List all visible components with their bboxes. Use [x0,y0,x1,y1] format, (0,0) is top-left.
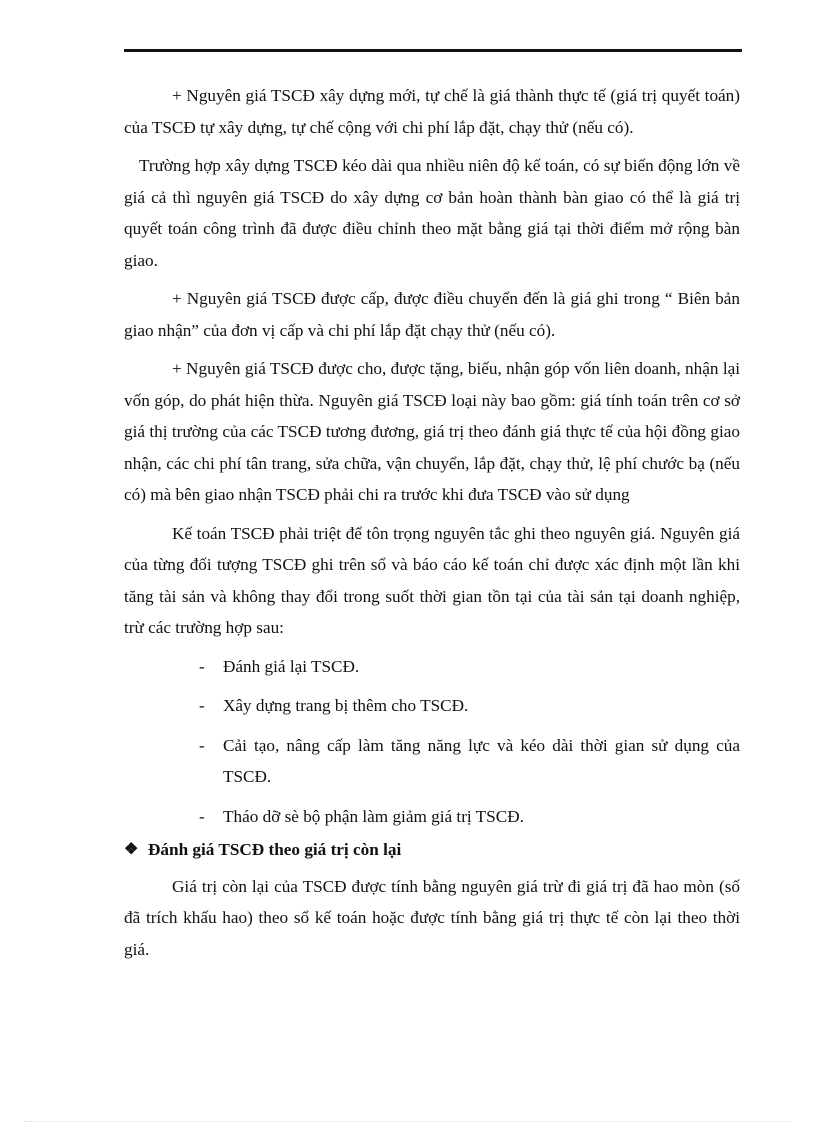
dash-marker: - [199,806,205,826]
section-heading [124,834,740,866]
paragraph-multi-period: Trường hợp xây dựng TSCĐ kéo dài qua nhiều niên độ kế toán, có sự biến động lớn về giá cả thì nguyên giá TSCĐ do xây dựng cơ bản hoàn thành bàn giao có thể là giá trị quyết toán công trình đã được điều chỉnh theo mặt bằng giá tại thời điểm mở rộng bàn giao. [124,156,740,270]
dash-marker: - [199,656,205,676]
list-item-text: Cải tạo, nâng cấp làm tăng năng lực và kéo dài thời gian sử dụng của TSCĐ. [223,735,740,786]
section-heading-text: Đánh giá TSCĐ theo giá trị còn lại [148,840,402,859]
dash-marker: - [199,696,205,715]
list-item-text: Tháo dỡ sè bộ phận làm giảm giá trị TSCĐ. [223,806,524,826]
paragraph-donated: + Nguyên giá TSCĐ được cho, được tặng, biếu, nhận góp vốn liên doanh, nhận lại vốn góp, do phát hiện thừa. Nguyên giá TSCĐ loại này bao gồm: giá tính toán trên cơ sở giá thị trường của các TSCĐ tương đương, giá trị theo đánh giá thực tế của hội đồng giao nhận, các chi phí tân trang, sửa chữa, vận chuyển, lắp đặt, chạy thử, lệ phí chước bạ (nếu có) mà bên giao nhận TSCĐ phải chi ra trước khi đưa TSCĐ vào sử dụng [124,359,740,504]
list-item-text: Đánh giá lại TSCĐ. [223,656,360,676]
list-item [124,801,740,833]
paragraph-principle: Kế toán TSCĐ phải triệt để tôn trọng nguyên tắc ghi theo nguyên giá. Nguyên giá của từng đối tượng TSCĐ ghi trên sổ và báo cáo kế toán chỉ được xác định một lần khi tăng tài sản và không thay đổi trong suốt thời gian tồn tại của tài sản tại doanh nghiệp, trừ các trường hợp sau: [124,523,740,637]
header-rule [124,49,742,52]
document-body [124,80,740,972]
diamond-bullet-icon: ❖ [124,841,139,858]
paragraph-allocated: + Nguyên giá TSCĐ được cấp, được điều chuyển đến là giá ghi trong “ Biên bản giao nhận” của đơn vị cấp và chi phí lắp đặt chạy thử (nếu có). [124,289,740,340]
paragraph-new-construction: + Nguyên giá TSCĐ xây dựng mới, tự chế là giá thành thực tế (giá trị quyết toán) của TSCĐ tự xây dựng, tự chế cộng với chi phí lắp đặt, chạy thử (nếu có). [124,86,740,137]
page-bottom-border [24,1121,792,1122]
paragraph-residual-value: Giá trị còn lại của TSCĐ được tính bằng nguyên giá trừ đi giá trị đã hao mòn (số đã trích khấu hao) theo sổ kế toán hoặc được tính bằng giá trị thực tế còn lại theo thời giá. [124,876,740,959]
list-item [124,690,740,722]
dash-marker: - [199,735,205,755]
exceptions-list [124,651,740,833]
list-item-text: Xây dựng trang bị thêm cho TSCĐ. [223,696,469,715]
list-item [124,730,740,793]
list-item [124,651,740,683]
